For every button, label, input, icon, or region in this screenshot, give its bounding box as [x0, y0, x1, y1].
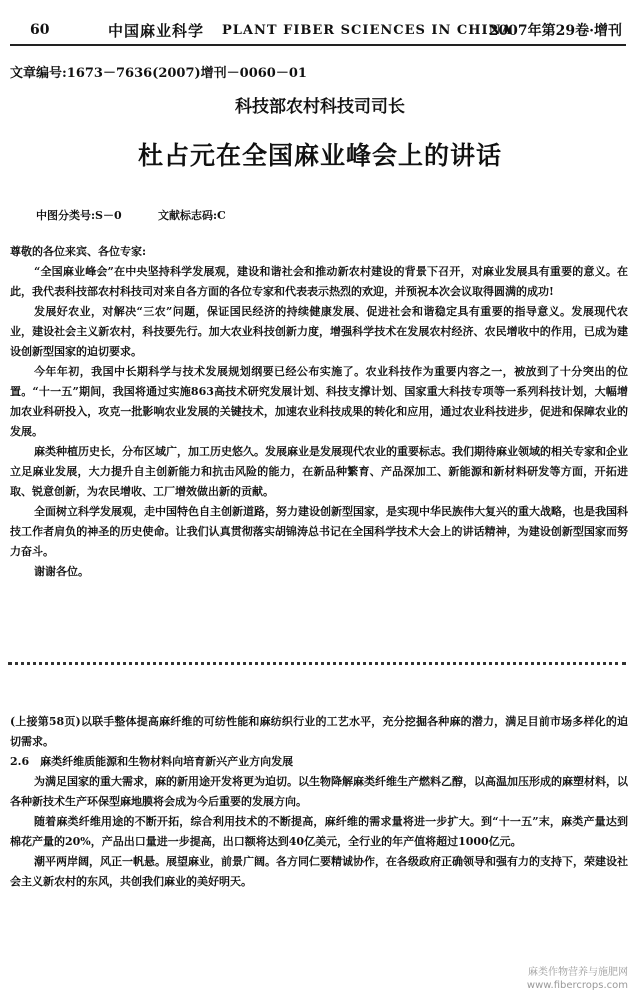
speech-paragraph: 麻类种植历史长，分布区域广，加工历史悠久。发展麻业是发展现代农业的重要标志。我们期待麻业领域的相关专家和企业立足麻业发展，大力提升自主创新能力和抗击风险的能力，在新品种繁育、产品深加工、新能源和新材料研发等方面，开拓进取、锐意创新，为农民增收、工厂增效做出新的贡献。: [10, 445, 628, 498]
speech-paragraph: 发展好农业，对解决“三农”问题，保证国民经济的持续健康发展、促进社会和谐稳定具有重要的指导意义。发展现代农业，建设社会主义新农村，科技要先行。加大农业科技创新力度，增强科学技术在发展农村经济、农民增收中的作用，已成为建设创新型国家的迫切要求。: [10, 305, 628, 358]
volume-info: 2007年第29卷·增刊: [488, 23, 622, 39]
site-watermark: [527, 966, 628, 992]
continuation-body: [10, 712, 628, 892]
continuation-paragraph: 为满足国家的重大需求，麻的新用途开发将更为迫切。以生物降解麻类纤维生产燃料乙醇，以高温加压形成的麻塑材料，以各种新技术生产环保型麻地膜将会成为今后重要的发展方向。: [10, 775, 628, 808]
running-header: [10, 18, 626, 46]
journal-title-en: PLANT FIBER SCIENCES IN CHINA: [222, 23, 513, 38]
closing-line: 谢谢各位。: [34, 565, 89, 578]
page-number: 60: [30, 22, 50, 38]
watermark-name: 麻类作物营养与施肥网: [528, 967, 628, 978]
continuation-intro: (上接第58页)以联手整体提高麻纤维的可纺性能和麻纺织行业的工艺水平，充分挖掘各种麻的潜力，满足目前市场多样化的迫切需求。: [10, 715, 628, 748]
journal-title-cn: 中国麻业科学: [108, 22, 205, 40]
salutation: 尊敬的各位来宾、各位专家:: [10, 245, 147, 258]
article-number: 文章编号:1673－7636(2007)增刊－0060－01: [10, 66, 307, 81]
clc-number: 中图分类号:S－0: [36, 209, 122, 222]
speech-paragraph: 今年年初，我国中长期科学与技术发展规划纲要已经公布实施了。农业科技作为重要内容之一，被放到了十分突出的位置。“十一五”期间，我国将通过实施863高技术研究发展计划、科技支撑计划、国家重大科技专项等一系列科技计划，大幅增加农业科研投入，攻克一批影响农业发展的关键技术，加速农业科技成果的转化和应用，通过农业科技进步，促进和保障农业的发展。: [10, 365, 628, 438]
continuation-paragraph: 随着麻类纤维用途的不断开拓，综合利用技术的不断提高，麻纤维的需求量将进一步扩大。到“十一五”末，麻类产量达到棉花产量的20%，产品出口量进一步提高，出口额将达到40亿美元，全行业的年产值将超过1000亿元。: [10, 815, 628, 848]
article-title: 杜占元在全国麻业峰会上的讲话: [137, 141, 502, 170]
watermark-url: www.fibercrops.com: [526, 980, 628, 991]
speech-paragraph: 全面树立科学发展观，走中国特色自主创新道路，努力建设创新型国家，是实现中华民族伟大复兴的重大战略，也是我国科技工作者肩负的神圣的历史使命。让我们认真贯彻落实胡锦涛总书记在全国科学技术大会上的讲话精神，为建设创新型国家而努力奋斗。: [10, 505, 628, 558]
continuation-paragraph: 潮平两岸阔，风正一帆悬。展望麻业，前景广阔。各方同仁要精诚协作，在各级政府正确领导和强有力的支持下，荣建设社会主义新农村的东风，共创我们麻业的美好明天。: [10, 855, 628, 888]
section-separator: [8, 662, 626, 668]
document-code: 文献标志码:C: [158, 209, 226, 222]
speech-paragraph: “全国麻业峰会”在中央坚持科学发展观，建设和谐社会和推动新农村建设的背景下召开，对麻业发展具有重要的意义。在此，我代表科技部农村科技司对来自各方面的各位专家和代表表示热烈的欢迎，并预祝本次会议取得圆满的成功!: [10, 265, 628, 298]
author-affiliation: 科技部农村科技司司长: [235, 97, 405, 117]
speech-body: [10, 242, 628, 582]
section-heading: 2.6 麻类纤维质能源和生物材料向培育新兴产业方向发展: [10, 755, 294, 768]
